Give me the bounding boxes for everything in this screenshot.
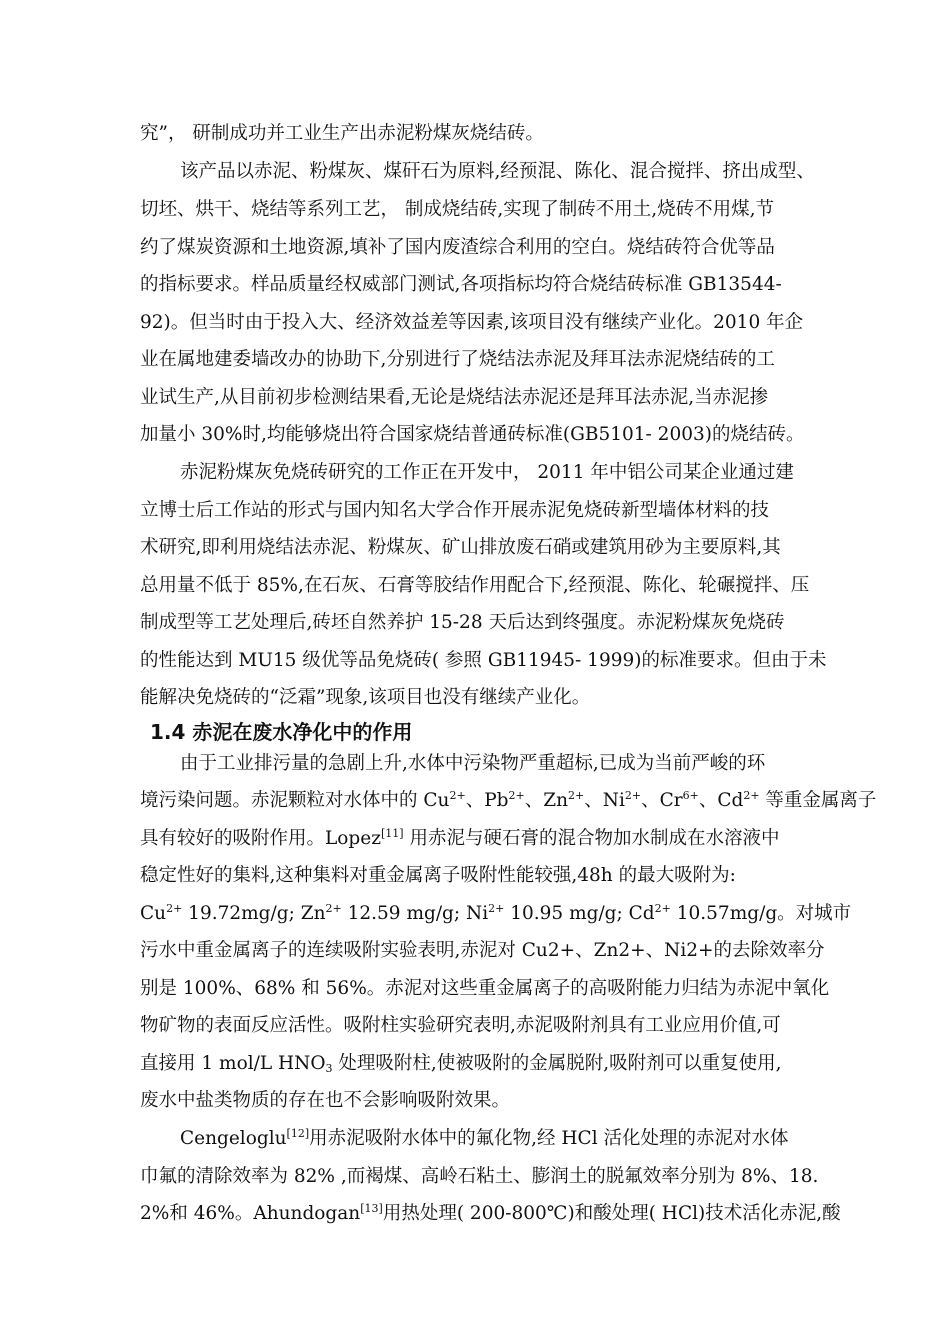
- paragraph-line: 切坯、烘干、烧结等系列工艺， 制成烧结砖,实现了制砖不用土,烧砖不用煤,节: [140, 199, 775, 220]
- paragraph-line: 能解决免烧砖的“泛霜”现象,该项目也没有继续产业化。: [140, 687, 591, 708]
- adsorption-value: 19.72mg/g;: [182, 903, 301, 924]
- paragraph-line: 别是 100%、68% 和 56%。赤泥对这些重金属离子的高吸附能力归结为赤泥中氧化: [140, 978, 830, 999]
- text-run: 2%和 46%。Ahundogan: [140, 1203, 361, 1224]
- subscript: 3: [325, 1062, 333, 1075]
- ion-symbol: Zn: [543, 790, 569, 811]
- paragraph-line: 该产品以赤泥、粉煤灰、煤矸石为原料,经预混、陈化、混合搅拌、挤出成型、: [180, 161, 815, 182]
- text-run: 用赤泥与硬石膏的混合物加水制成在水溶液中: [403, 828, 780, 849]
- text-run: 处理吸附柱,使被吸附的金属脱附,吸附剂可以重复使用,: [332, 1053, 782, 1074]
- ion-charge: 2+: [654, 902, 671, 915]
- ion-list: [423, 790, 759, 811]
- ion-charge: 2+: [449, 789, 466, 802]
- ion-charge: 2+: [488, 902, 505, 915]
- paragraph-line: 加量小 30%时,均能够烧出符合国家烧结普通砖标准(GB5101- 2003)的烧结砖。: [140, 424, 805, 445]
- ion-symbol: Pb: [484, 790, 509, 811]
- paragraph-line: [140, 1052, 810, 1076]
- adsorption-value: 10.57mg/g。: [670, 903, 796, 924]
- citation-ref: [12]: [286, 1127, 310, 1140]
- paragraph-line: 业试生产,从目前初步检测结果看,无论是烧结法赤泥还是拜耳法赤泥,当赤泥掺: [140, 387, 769, 408]
- paragraph-line: 制成型等工艺处理后,砖坯自然养护 15-28 天后达到终强度。赤泥粉煤灰免烧砖: [140, 612, 785, 633]
- ion-symbol: Cu: [423, 790, 450, 811]
- text-run: Cengeloglu: [180, 1128, 287, 1149]
- separator: 、: [465, 790, 485, 811]
- ion-symbol: Ni: [602, 790, 625, 811]
- paragraph-line: [140, 1202, 841, 1226]
- ion-symbol: Ni: [466, 903, 489, 924]
- ion-charge: 2+: [624, 789, 642, 802]
- paragraph-line: [180, 1127, 810, 1151]
- citation-ref: [11]: [380, 827, 404, 840]
- adsorption-list: [140, 903, 796, 924]
- paragraph-line: 由于工业排污量的急剧上升,水体中污染物严重超标,已成为当前严峻的环: [180, 753, 766, 774]
- paragraph-line-ions: [140, 789, 877, 813]
- paragraph-line: 赤泥粉煤灰免烧砖研究的工作正在开发中， 2011 年中铝公司某企业通过建: [180, 462, 794, 483]
- paragraph-line: 总用量不低于 85%,在石灰、石膏等胶结作用配合下,经预混、陈化、轮碾搅拌、压: [140, 575, 810, 596]
- ion-charge: 2+: [508, 789, 525, 802]
- adsorption-value: 10.95 mg/g;: [504, 903, 629, 924]
- separator: 、: [524, 790, 544, 811]
- ion-symbol: Cd: [717, 790, 744, 811]
- text-run: 具有较好的吸附作用。Lopez: [140, 828, 381, 849]
- section-heading: 1.4 赤泥在废水净化中的作用: [150, 720, 413, 744]
- paragraph-line: 业在属地建委墙改办的协助下,分别进行了烧结法赤泥及拜耳法赤泥烧结砖的工: [140, 349, 775, 370]
- paragraph-line: 污水中重金属离子的连续吸附实验表明,赤泥对 Cu2+、Zn2+、Ni2+的去除效率分: [140, 940, 825, 961]
- text-run: 境污染问题。赤泥颗粒对水体中的: [140, 790, 424, 811]
- separator: 、: [698, 790, 718, 811]
- text-run: 直接用 1 mol/L HNO: [140, 1053, 326, 1074]
- text-run: 等重金属离子: [759, 790, 877, 811]
- text-run: 对城市: [795, 903, 852, 924]
- paragraph-line-adsorption: [140, 902, 852, 926]
- separator: 、: [641, 790, 660, 811]
- ion-charge: 6+: [682, 789, 699, 802]
- citation-ref: [13]: [360, 1202, 383, 1215]
- text-run: 用赤泥吸附水体中的氟化物,经 HCl 活化处理的赤泥对水体: [309, 1128, 789, 1149]
- paragraph-line: 约了煤炭资源和土地资源,填补了国内废渣综合利用的空白。烧结砖符合优等品: [140, 237, 775, 258]
- paragraph-line: 92)。但当时由于投入大、经济效益差等因素,该项目没有继续产业化。2010 年企: [140, 312, 804, 333]
- paragraph-line: 稳定性好的集料,这种集料对重金属离子吸附性能较强,48h 的最大吸附为:: [140, 865, 736, 886]
- separator: 、: [584, 790, 603, 811]
- ion-charge: 2+: [166, 902, 183, 915]
- paragraph-line: 的指标要求。样品质量经权威部门测试,各项指标均符合烧结砖标准 GB13544-: [140, 274, 782, 295]
- ion-symbol: Cr: [659, 790, 683, 811]
- ion-charge: 2+: [743, 789, 760, 802]
- text-run: 用热处理( 200-800℃)和酸处理( HCl)技术活化赤泥,酸: [382, 1203, 841, 1224]
- paragraph-line: 废水中盐类物质的存在也不会影响吸附效果。: [140, 1090, 511, 1111]
- paragraph-line: 究”， 研制成功并工业生产出赤泥粉煤灰烧结砖。: [140, 123, 544, 144]
- ion-charge: 2+: [568, 789, 585, 802]
- paragraph-line: [140, 827, 810, 851]
- ion-symbol: Cu: [140, 903, 167, 924]
- ion-charge: 2+: [325, 902, 342, 915]
- adsorption-value: 12.59 mg/g;: [341, 903, 467, 924]
- paragraph-line: 物矿物的表面反应活性。吸附柱实验研究表明,赤泥吸附剂具有工业应用价值,可: [140, 1015, 781, 1036]
- paragraph-line: 立博士后工作站的形式与国内知名大学合作开展赤泥免烧砖新型墙体材料的技: [140, 500, 770, 521]
- paragraph-line: 巾氟的清除效率为 82% ,而褐煤、高岭石粘土、膨润土的脱氟效率分别为 8%、18.: [140, 1166, 819, 1187]
- ion-symbol: Cd: [628, 903, 655, 924]
- paragraph-line: 术研究,即利用烧结法赤泥、粉煤灰、矿山排放废石硝或建筑用砂为主要原料,其: [140, 537, 781, 558]
- ion-symbol: Zn: [300, 903, 326, 924]
- paragraph-line: 的性能达到 MU15 级优等品免烧砖( 参照 GB11945- 1999)的标准要求。但由于未: [140, 650, 827, 671]
